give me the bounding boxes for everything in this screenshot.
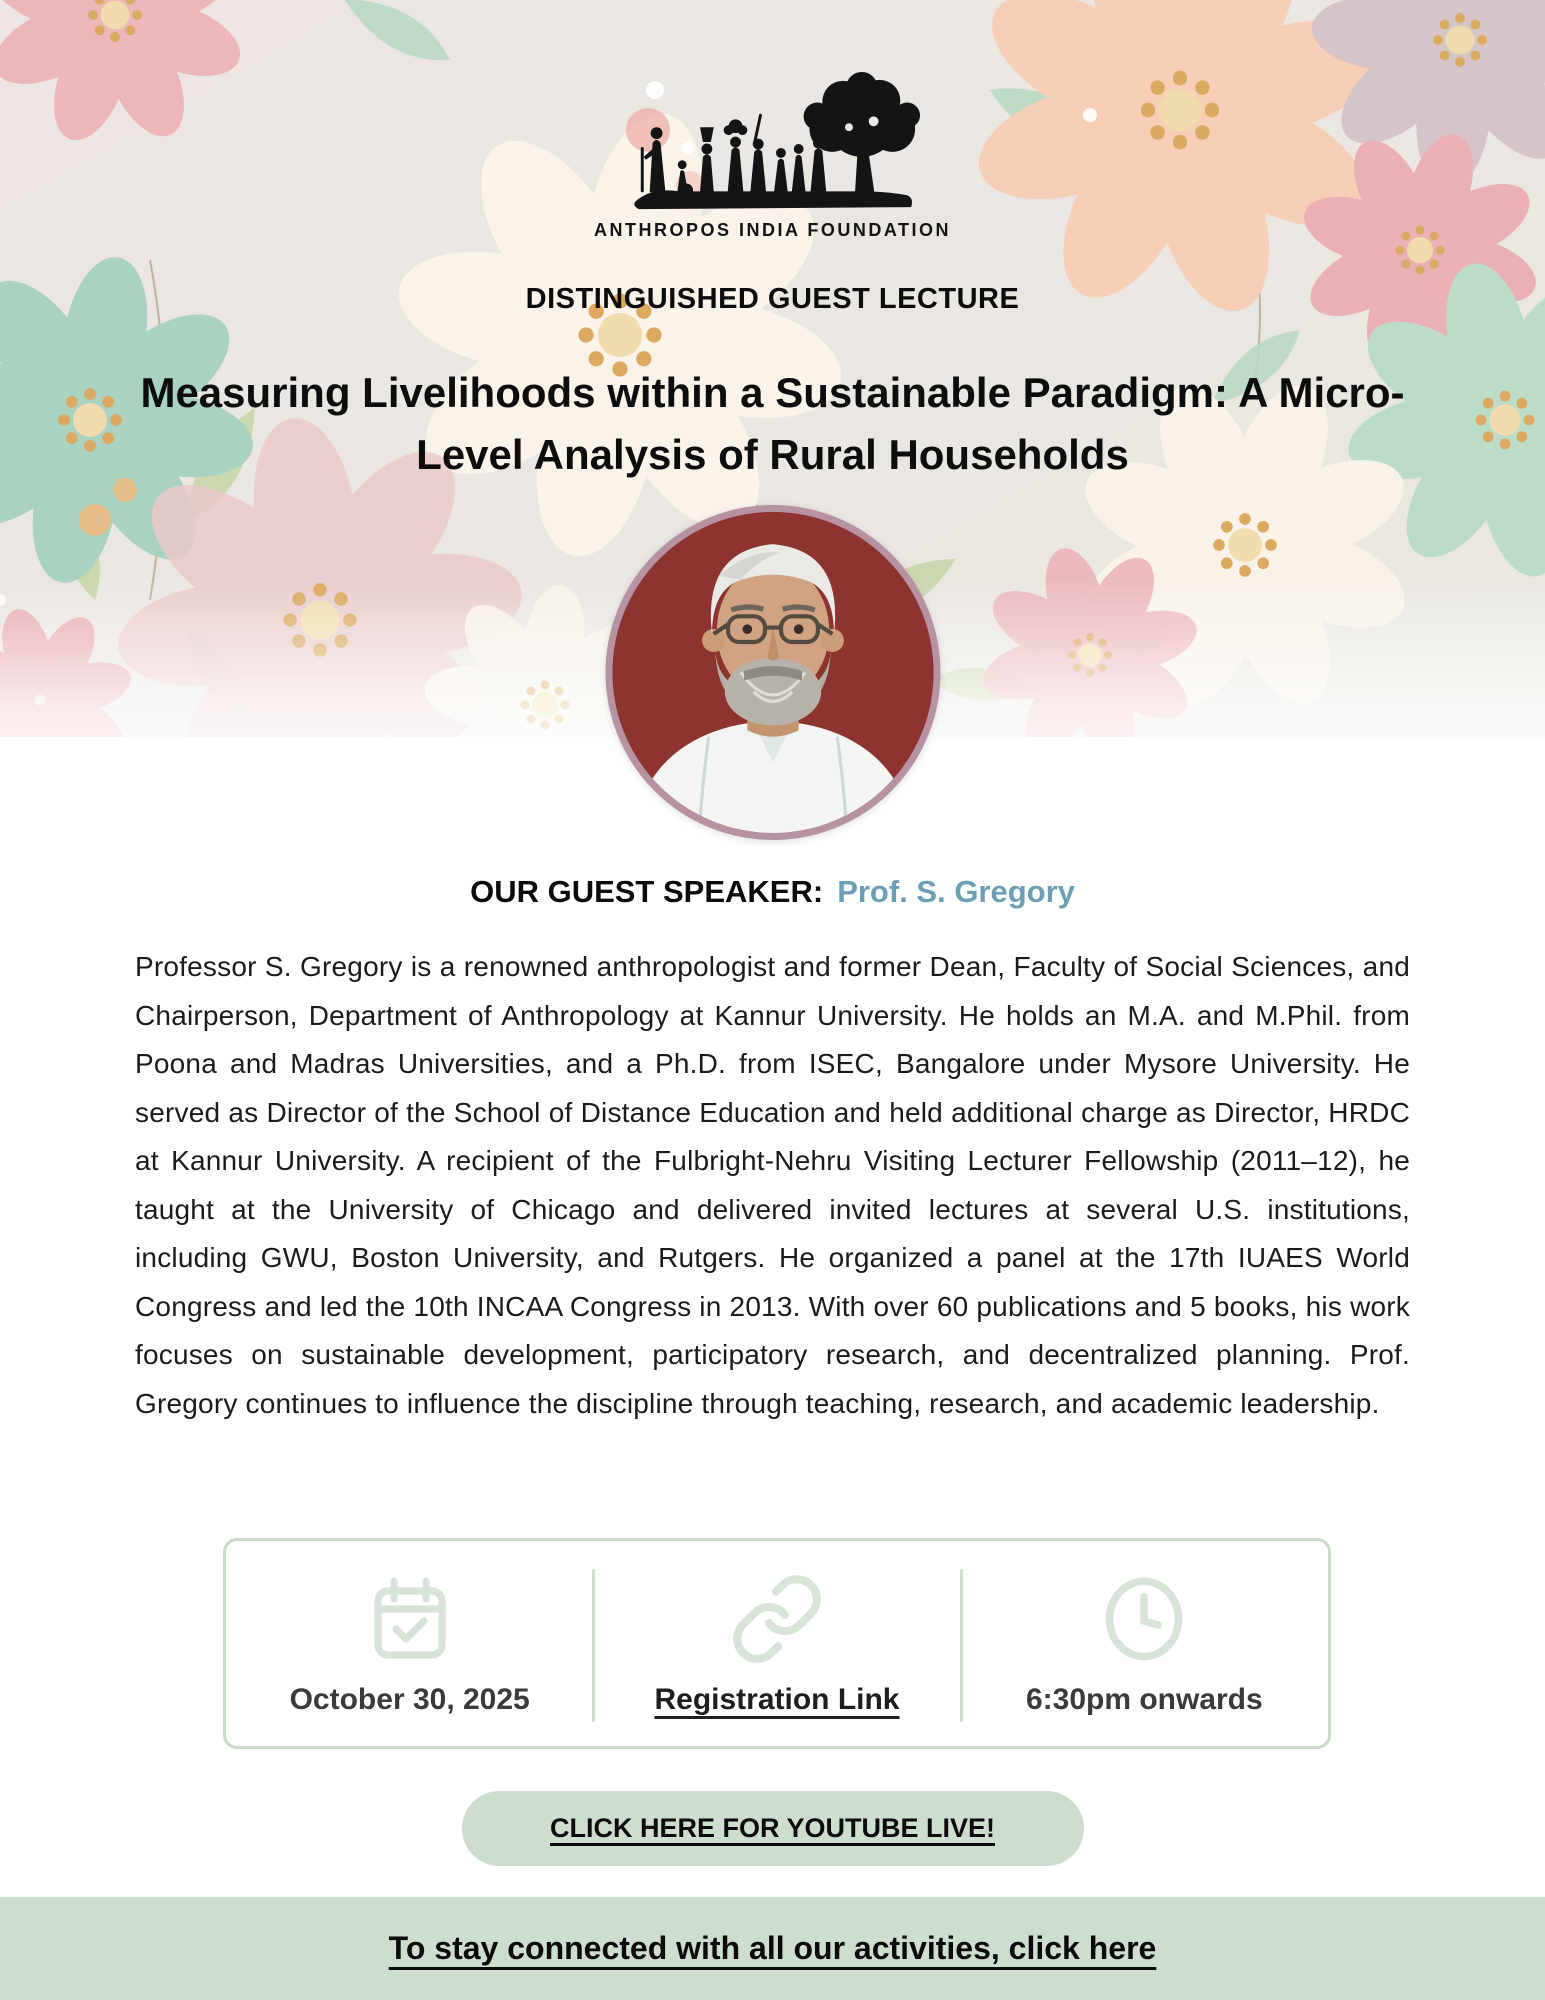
speaker-intro-line	[0, 874, 1545, 910]
youtube-live-button[interactable]	[462, 1791, 1084, 1866]
speaker-label: OUR GUEST SPEAKER:	[470, 874, 824, 909]
calendar-check-icon	[362, 1571, 458, 1667]
event-time-column	[961, 1541, 1328, 1746]
event-date: October 30, 2025	[289, 1682, 530, 1716]
foundation-logo	[618, 70, 928, 218]
stay-connected-link[interactable]: To stay connected with all our activities, click here	[388, 1930, 1157, 1966]
event-time: 6:30pm onwards	[1025, 1682, 1263, 1716]
lecture-title: Measuring Livelihoods within a Sustainable Paradigm: A Micro-Level Analysis of Rural Households	[140, 369, 1405, 478]
speaker-photo	[605, 505, 940, 840]
event-registration-column	[593, 1541, 960, 1746]
speaker-name: Prof. S. Gregory	[837, 874, 1075, 909]
clock-icon	[1096, 1571, 1192, 1667]
foundation-logo-graphic	[618, 70, 928, 218]
foundation-name: ANTHROPOS INDIA FOUNDATION	[594, 220, 951, 240]
youtube-live-button-label: CLICK HERE FOR YOUTUBE LIVE!	[549, 1813, 996, 1843]
link-icon	[729, 1571, 825, 1667]
speaker-portrait-graphic	[612, 512, 933, 833]
lecture-type-label: DISTINGUISHED GUEST LECTURE	[525, 283, 1020, 315]
speaker-bio: Professor S. Gregory is a renowned anthropologist and former Dean, Faculty of Social Sciences, and Chairperson, Department of Anthropology at Kannur University. He holds an M.A. and M.Phil. from Poona and Madras Universities, and a Ph.D. from ISEC, Bangalore under Mysore University. He served as Director of the School of Distance Education and held additional charge as Director, HRDC at Kannur University. A recipient of the Fulbright-Nehru Visiting Lecturer Fellowship (2011–12), he taught at the University of Chicago and delivered invited lectures at several U.S. institutions, including GWU, Boston University, and Rutgers. He organized a panel at the 17th IUAES World Congress and led the 10th INCAA Congress in 2013. With over 60 publications and 5 books, his work focuses on sustainable development, participatory research, and decentralized planning. Prof. Gregory continues to influence the discipline through teaching, research, and academic leadership.	[135, 951, 1410, 1419]
registration-link[interactable]: Registration Link	[654, 1682, 900, 1716]
event-date-column	[226, 1541, 593, 1746]
stay-connected-bar	[0, 1897, 1545, 2000]
event-info-box	[223, 1538, 1331, 1749]
